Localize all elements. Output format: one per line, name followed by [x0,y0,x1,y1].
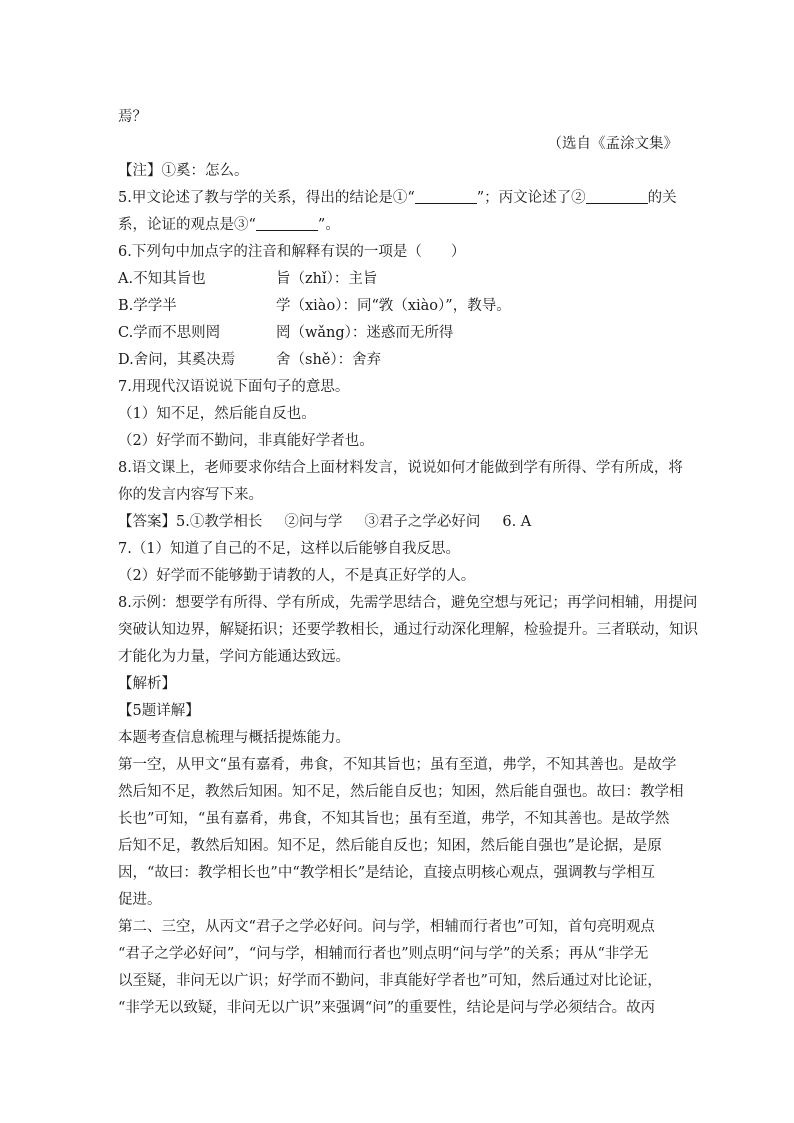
answer-8-cont: 才能化为力量，学问方能通达致远。 [118,649,350,665]
question-8-cont: 你的发言内容写下来。 [118,487,263,503]
answer-blank-2 [586,189,648,204]
answer-blank-1 [415,189,477,204]
option-a [118,266,678,293]
question-5-text: 的关 [647,190,677,206]
option-explanation: 旨（zhǐ）：主旨 [276,271,378,287]
answer-text: 6. A [502,514,532,530]
analysis-line: 长也”可知，“虽有嘉肴，弗食，不知其旨也；虽有至道，弗学，不知其善也。是故学然 [118,811,670,827]
question-8: 8.语文课上，老师要求你结合上面材料发言，说说如何才能做到学有所得、学有所成，将 [118,460,683,476]
source-citation: （选自《孟涂文集》 [547,136,678,152]
analysis-line: 本题考查信息梳理与概括提炼能力。 [118,730,350,746]
option-explanation: 舍（shě）：舍弃 [276,352,382,368]
note-line: 【注】①奚：怎么。 [118,163,249,179]
answer-7-1: 7.（1）知道了自己的不足，这样以后能够自我反思。 [118,541,461,557]
analysis-line: “非学无以致疑，非问无以广识”来强调“问”的重要性，结论是问与学必须结合。故丙 [118,1000,656,1016]
answer-line [118,509,678,536]
q5-detail-heading: 【5题详解】 [118,703,200,719]
option-c [118,320,678,347]
option-explanation: 学（xiào）：同“敩（xiào）”，教导。 [276,298,511,314]
option-d [118,347,678,374]
question-6: 6.下列句中加点字的注音和解释有误的一项是（ ） [118,244,466,260]
question-7: 7.用现代汉语说说下面句子的意思。 [118,379,350,395]
question-5-cont [118,212,678,239]
question-5-text: ”；丙文论述了② [476,190,586,206]
answer-text: ③君子之学必好问 [364,514,481,530]
analysis-line: 促进。 [118,892,162,908]
answer-blank-3 [256,216,318,231]
answer-text: 【答案】5.①教学相长 [118,514,263,530]
question-5-text: 5.甲文论述了教与学的关系，得出的结论是①“ [118,190,415,206]
option-text: C.学而不思则罔 [118,325,221,341]
answer-7-2: （2）好学而不能够勤于请教的人，不是真正好学的人。 [118,568,476,584]
question-7-item: （1）知不足，然后能自反也。 [118,406,316,422]
question-5 [118,185,678,212]
question-5-text: ”。 [317,217,340,233]
option-explanation: 罔（wǎng）：迷惑而无所得 [276,325,454,341]
analysis-line: 因，“故曰：教学相长也”中“教学相长”是结论，直接点明核心观点，强调教与学相互 [118,865,656,881]
option-text: A.不知其旨也 [118,271,206,287]
question-5-text: 系，论证的观点是③“ [118,217,256,233]
text-line: 焉？ [118,109,147,125]
analysis-line: 然后知不足，教然后知困。知不足，然后能自反也；知困，然后能自强也。故曰：教学相 [118,784,684,800]
analysis-line: 以至疑，非问无以广识；好学而不勤问，非真能好学者也”可知，然后通过对比论证， [118,973,662,989]
answer-8-cont: 突破认知边界，解疑拓识；还要学教相长，通过行动深化理解，检验提升。三者联动，知识 [118,622,698,638]
answer-8: 8.示例：想要学有所得、学有所成，先需学思结合，避免空想与死记；再学问相辅，用提问 [118,595,698,611]
option-text: B.学学半 [118,298,177,314]
document-body [118,104,698,1022]
analysis-line: 后知不足，教然后知困。知不足，然后能自反也；知困，然后能自强也”是论据，是原 [118,838,662,854]
analysis-heading: 【解析】 [118,676,176,692]
answer-text: ②问与学 [284,514,343,530]
question-7-item: （2）好学而不勤问，非真能好学者也。 [118,433,374,449]
analysis-line: “君子之学必好问”，“问与学，相辅而行者也”则点明“问与学”的关系；再从“非学无 [118,946,649,962]
option-b [118,293,678,320]
analysis-line: 第二、三空，从丙文“君子之学必好问。问与学，相辅而行者也”可知，首句亮明观点 [118,919,655,935]
analysis-line: 第一空，从甲文“虽有嘉肴，弗食，不知其旨也；虽有至道，弗学，不知其善也。是故学 [118,757,677,773]
option-text: D.舍问，其奚决焉 [118,352,236,368]
